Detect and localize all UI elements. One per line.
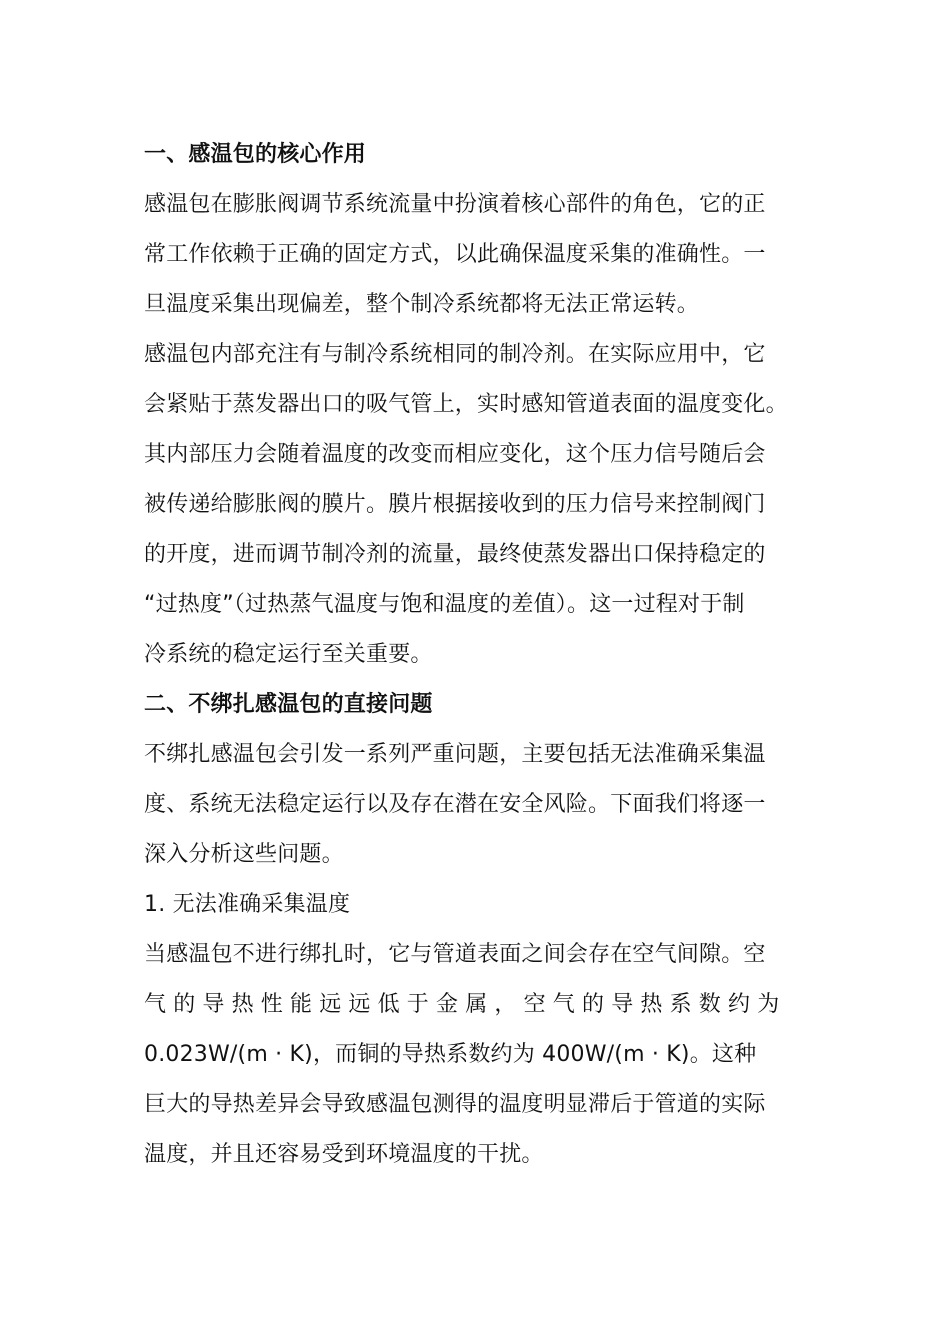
paragraph-line: 的开度，进而调节制冷剂的流量，最终使蒸发器出口保持稳定的 (144, 542, 766, 567)
paragraph-line: 旦温度采集出现偏差，整个制冷系统都将无法正常运转。 (144, 292, 700, 317)
paragraph-line: 感温包内部充注有与制冷系统相同的制冷剂。在实际应用中，它 (144, 342, 766, 367)
paragraph-line: 感温包在膨胀阀调节系统流量中扮演着核心部件的角色，它的正 (144, 192, 766, 217)
paragraph-line: 度、系统无法稳定运行以及存在潜在安全风险。下面我们将逐一 (144, 792, 766, 817)
paragraph-line: 0.023W/(m · K)，而铜的导热系数约为 400W/(m · K)。这种 (144, 1042, 757, 1067)
paragraph-line: 常工作依赖于正确的固定方式，以此确保温度采集的准确性。一 (144, 242, 766, 267)
paragraph-line: 其内部压力会随着温度的改变而相应变化，这个压力信号随后会 (144, 442, 766, 467)
paragraph-line: 不绑扎感温包会引发一系列严重问题，主要包括无法准确采集温 (144, 742, 766, 767)
paragraph-line: 巨大的导热差异会导致感温包测得的温度明显滞后于管道的实际 (144, 1092, 766, 1117)
document-page (144, 130, 816, 1180)
paragraph-line: 会紧贴于蒸发器出口的吸气管上，实时感知管道表面的温度变化。 (144, 392, 788, 417)
section-1-heading: 一、感温包的核心作用 (144, 142, 367, 167)
paragraph-line: 被传递给膨胀阀的膜片。膜片根据接收到的压力信号来控制阀门 (144, 492, 766, 517)
paragraph-line: 冷系统的稳定运行至关重要。 (144, 642, 433, 667)
paragraph-line: 温度，并且还容易受到环境温度的干扰。 (144, 1142, 544, 1167)
section-2-heading: 二、不绑扎感温包的直接问题 (144, 692, 433, 717)
subsection-1-heading: 1. 无法准确采集温度 (144, 892, 351, 917)
paragraph-line: 气的导热性能远远低于金属，空气的导热系数约为 (144, 992, 787, 1017)
paragraph-line: 当感温包不进行绑扎时，它与管道表面之间会存在空气间隙。空 (144, 942, 766, 967)
paragraph-line: “过热度”（过热蒸气温度与饱和温度的差值）。这一过程对于制 (144, 592, 745, 617)
paragraph-line: 深入分析这些问题。 (144, 842, 344, 867)
